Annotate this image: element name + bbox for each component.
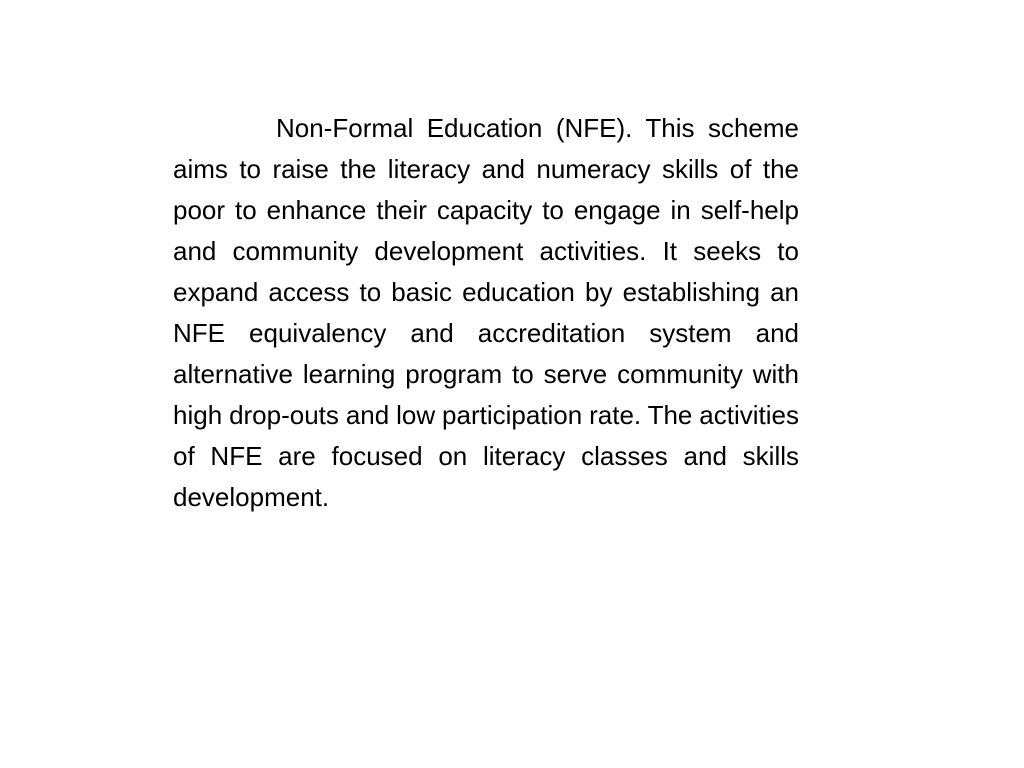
slide-body-paragraph: Non-Formal Education (NFE). This scheme aims to raise the literacy and numeracy skills of the poor to enhance their capacity to engage in self-help and community development activities. It seeks to expand access to basic education by establishing an NFE equivalency and accreditation system and alternative learning program to serve community with high drop-outs and low participation rate. The activities of NFE are focused on literacy classes and skills development. — [173, 113, 799, 512]
